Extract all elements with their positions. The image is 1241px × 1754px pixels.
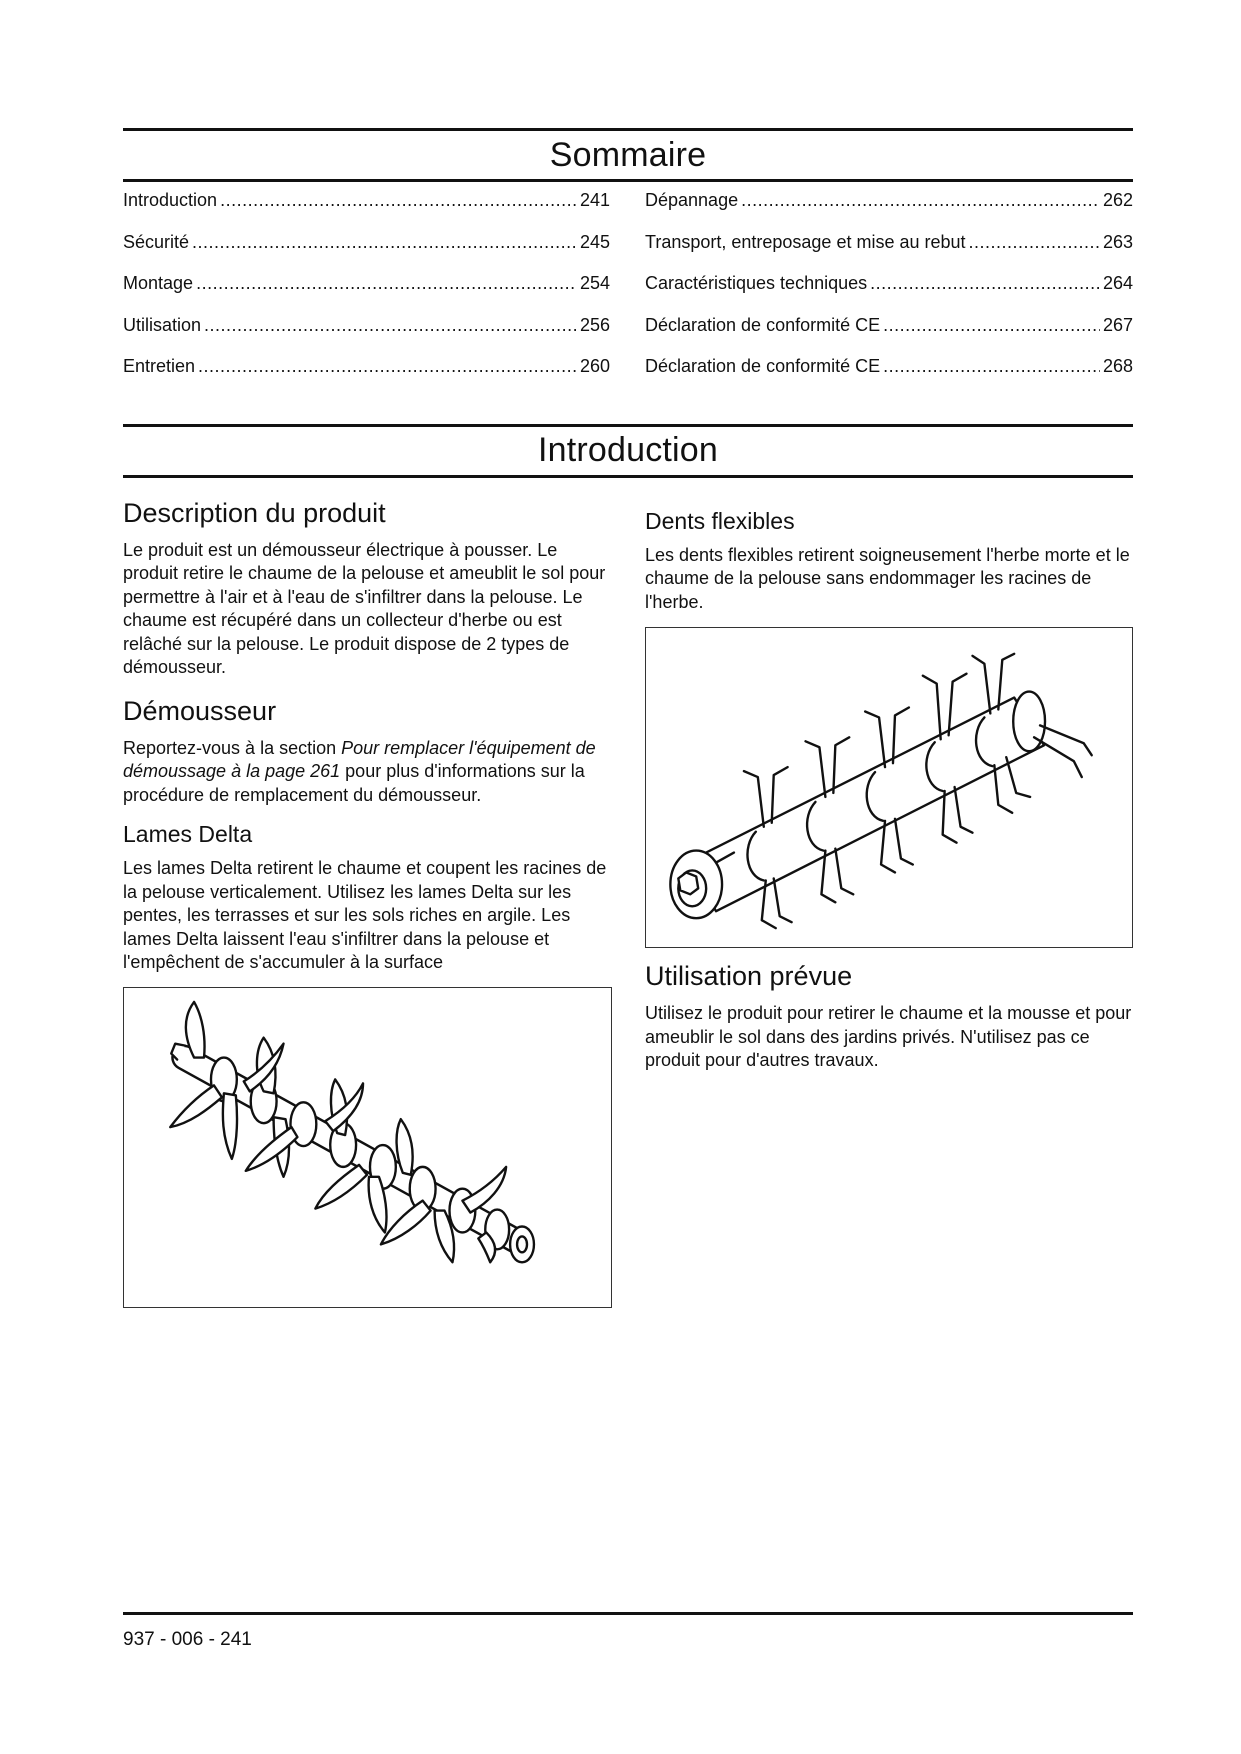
toc-entry-label: Déclaration de conformité CE xyxy=(645,356,881,376)
toc-title-band xyxy=(123,128,1133,182)
toc-entry[interactable] xyxy=(123,232,610,274)
toc-entry[interactable] xyxy=(645,356,1133,398)
toc-leader-dots xyxy=(870,273,1100,294)
toc-entry-page: 260 xyxy=(579,356,610,376)
toc-leader-dots xyxy=(220,190,577,211)
flexible-tines-drawing xyxy=(646,628,1132,947)
toc-entry[interactable] xyxy=(645,315,1133,357)
toc-entry-label: Utilisation xyxy=(123,314,202,335)
toc-entry[interactable] xyxy=(123,315,610,357)
toc-entry[interactable] xyxy=(123,190,610,232)
toc-right-column xyxy=(645,190,1133,398)
page-number: 937 - 006 - 241 xyxy=(123,1629,252,1650)
flexible-tines-heading: Dents flexibles xyxy=(645,507,795,534)
scarifier-text-before: Reportez-vous à la section xyxy=(123,737,342,758)
delta-blade-illustration xyxy=(123,987,612,1308)
toc-leader-dots xyxy=(192,232,577,253)
delta-blades-heading: Lames Delta xyxy=(123,821,253,847)
toc-entry-label: Sécurité xyxy=(123,231,190,252)
intended-use-text: Utilisez le produit pour retirer le chaume et la mousse et pour ameublir le sol dans des jardins privés. N'utilisez pas ce produit pour d'autres travaux. xyxy=(645,1003,1132,1070)
toc-entry-label: Caractéristiques techniques xyxy=(645,273,868,293)
toc-entry-page: 262 xyxy=(1102,190,1133,210)
intended-use-heading: Utilisation prévue xyxy=(645,961,853,991)
toc-entry-page: 245 xyxy=(579,231,610,252)
delta-blade-drawing xyxy=(124,988,611,1307)
product-description-heading: Description du produit xyxy=(123,497,386,528)
toc-entry-page: 256 xyxy=(579,314,610,335)
toc-entry[interactable] xyxy=(645,273,1133,315)
left-column xyxy=(123,498,612,1308)
toc-left-column xyxy=(123,190,610,398)
toc-entry-page: 268 xyxy=(1102,356,1133,376)
toc-entry-label: Entretien xyxy=(123,356,196,376)
toc-leader-dots xyxy=(204,315,577,336)
toc-leader-dots xyxy=(883,315,1100,336)
toc-entry[interactable] xyxy=(123,356,610,398)
toc-entry[interactable] xyxy=(645,190,1133,232)
table-of-contents xyxy=(123,190,1133,398)
product-description-text: Le produit est un démousseur électrique à pousser. Le produit retire le chaume de la pelouse et ameublit le sol pour permettre à l'air et à l'eau de s'infiltrer dans la pelouse. Le chaume est récupéré dans un collecteur d'herbe ou est relâché sur la pelouse. Le produit dispose de 2 types de démousseur. xyxy=(123,539,606,677)
toc-entry-label: Introduction xyxy=(123,190,218,210)
toc-leader-dots xyxy=(969,232,1100,253)
intro-title-band xyxy=(123,424,1133,478)
document-page xyxy=(123,128,1133,1308)
toc-entry-page: 254 xyxy=(579,273,610,293)
toc-entry-page: 241 xyxy=(579,190,610,210)
toc-leader-dots xyxy=(741,190,1100,211)
toc-entry-page: 267 xyxy=(1102,314,1133,335)
delta-blades-text: Les lames Delta retirent le chaume et coupent les racines de la pelouse verticalement. Utilisez les lames Delta sur les pentes, les terrasses et sur les sols riches en argile. Les lames Delta laissent l'eau s'infiltrer dans la pelouse et l'empêchent de s'accumuler à la surface xyxy=(123,858,607,972)
toc-entry-label: Transport, entreposage et mise au rebut xyxy=(645,231,966,252)
toc-entry-label: Dépannage xyxy=(645,190,739,210)
scarifier-text-after: pour plus d'informations sur la procédure de remplacement du démousseur. xyxy=(123,761,585,805)
toc-leader-dots xyxy=(198,356,577,377)
toc-entry-page: 264 xyxy=(1102,273,1133,293)
flexible-tines-illustration xyxy=(645,627,1133,948)
toc-entry[interactable] xyxy=(123,273,610,315)
scarifier-cross-reference-link[interactable]: Pour remplacer l'équipement de démoussage à la page 261 xyxy=(123,737,596,781)
toc-entry[interactable] xyxy=(645,232,1133,274)
page-footer xyxy=(123,1612,1133,1651)
right-column xyxy=(645,498,1133,1308)
intro-title: Introduction xyxy=(537,431,719,469)
toc-leader-dots xyxy=(883,356,1100,377)
toc-leader-dots xyxy=(196,273,577,294)
flexible-tines-text: Les dents flexibles retirent soigneusement l'herbe morte et le chaume de la pelouse sans endommager les racines de l'herbe. xyxy=(645,544,1130,612)
toc-entry-label: Montage xyxy=(123,273,194,293)
toc-entry-page: 263 xyxy=(1102,231,1133,252)
toc-title: Sommaire xyxy=(549,135,707,174)
scarifier-heading: Démousseur xyxy=(123,695,277,726)
intro-columns xyxy=(123,498,1133,1308)
scarifier-text xyxy=(123,737,612,808)
toc-entry-label: Déclaration de conformité CE xyxy=(645,314,881,335)
